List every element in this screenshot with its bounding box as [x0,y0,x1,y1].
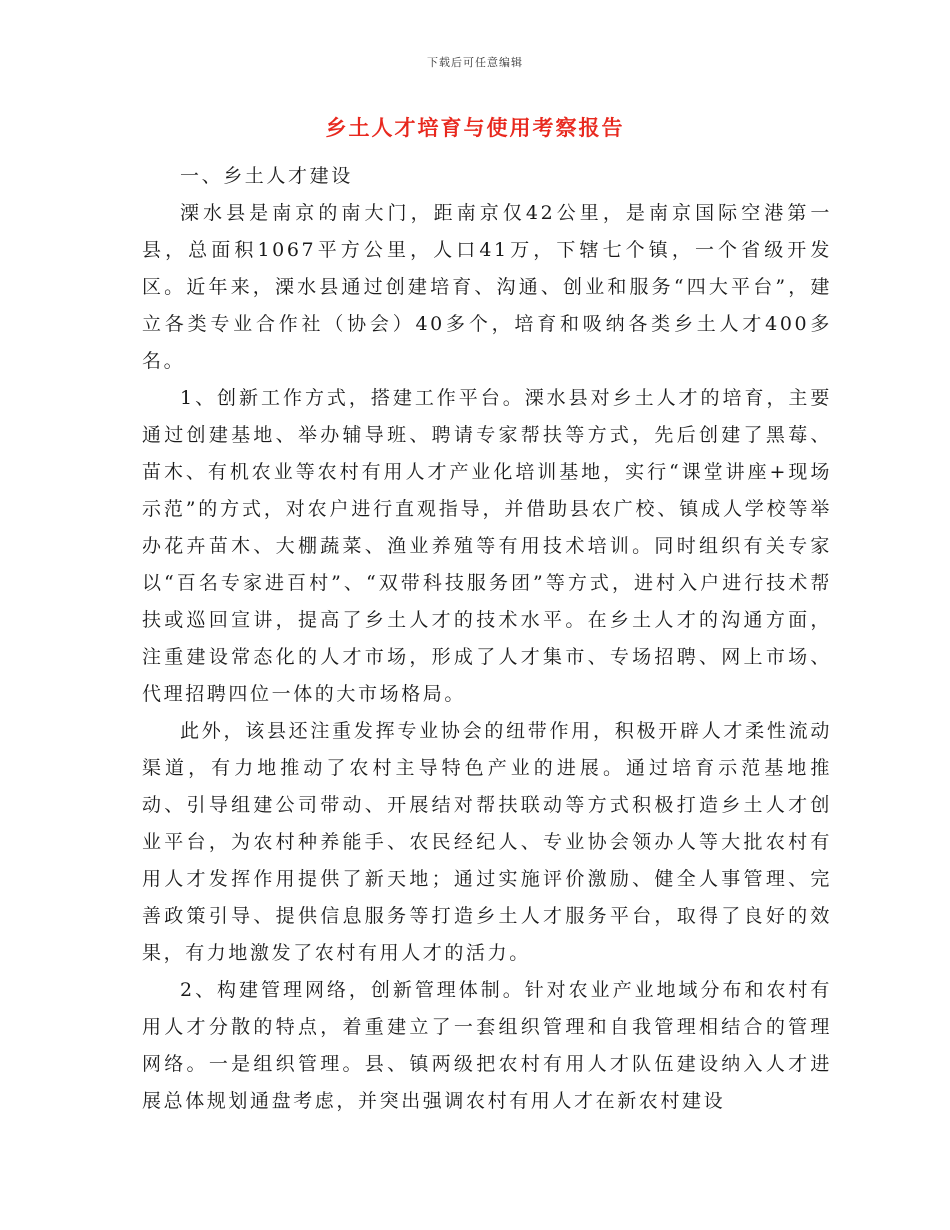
document-title: 乡土人才培育与使用考察报告 [325,115,625,140]
paragraph: 此外，该县还注重发挥专业协会的纽带作用，积极开辟人才柔性流动渠道，有力地推动了农村主导特色产业的进展。通过培育示范基地推动、引导组建公司带动、开展结对帮扶联动等方式积极打造乡土人才创业平台，为农村种养能手、农民经纪人、专业协会领办人等大批农村有用人才发挥作用提供了新天地；通过实施评价激励、健全人事管理、完善政策引导、提供信息服务等打造乡土人才服务平台，取得了良好的效果，有力地激发了农村有用人才的活力。 [142,720,832,964]
paragraph: 溧水县是南京的南大门，距南京仅42公里，是南京国际空港第一县，总面积1067平方公里，人口41万，下辖七个镇，一个省级开发区。近年来，溧水县通过创建培育、沟通、创业和服务“四大平台”，建立各类专业合作社（协会）40多个，培育和吸纳各类乡土人才400多名。 [142,202,832,372]
section-heading: 一、乡土人才建设 [180,165,353,187]
paragraph: 2、构建管理网络，创新管理体制。针对农业产业地域分布和农村有用人才分散的特点，着重建立了一套组织管理和自我管理相结合的管理网络。一是组织管理。县、镇两级把农村有用人才队伍建设纳入人才进展总体规划通盘考虑，并突出强调农村有用人才在新农村建设 [142,979,832,1112]
document-body [142,158,832,1120]
paragraph: 1、创新工作方式，搭建工作平台。溧水县对乡土人才的培育，主要通过创建基地、举办辅导班、聘请专家帮扶等方式，先后创建了黑莓、苗木、有机农业等农村有用人才产业化培训基地，实行“课堂讲座+现场示范”的方式，对农户进行直观指导，并借助县农广校、镇成人学校等举办花卉苗木、大棚蔬菜、渔业养殖等有用技术培训。同时组织有关专家以“百名专家进百村”、“双带科技服务团”等方式，进村入户进行技术帮扶或巡回宣讲，提高了乡土人才的技术水平。在乡土人才的沟通方面，注重建设常态化的人才市场，形成了人才集市、专场招聘、网上市场、代理招聘四位一体的大市场格局。 [142,387,832,705]
header-note: 下载后可任意编辑 [427,56,523,69]
